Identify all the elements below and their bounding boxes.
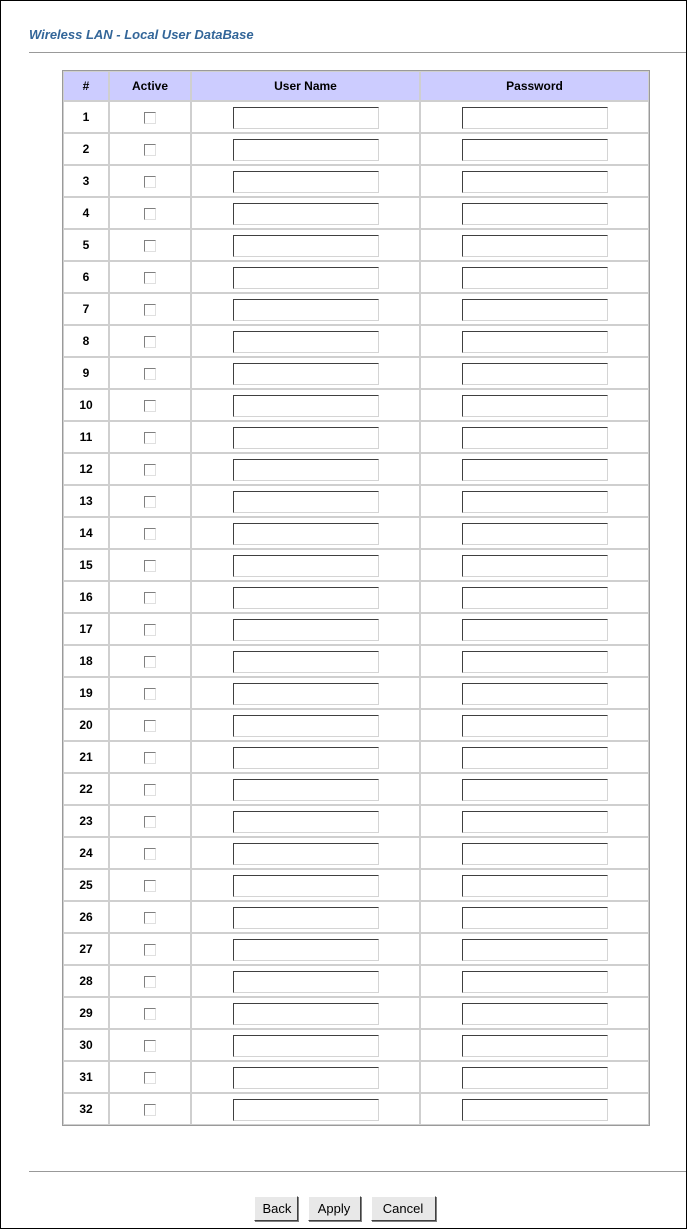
row-number: 7 bbox=[63, 293, 109, 325]
row-number: 21 bbox=[63, 741, 109, 773]
user-name-input[interactable] bbox=[233, 875, 379, 897]
password-cell bbox=[420, 517, 649, 549]
active-checkbox[interactable] bbox=[144, 176, 156, 188]
row-number: 15 bbox=[63, 549, 109, 581]
password-input[interactable] bbox=[462, 587, 608, 609]
active-checkbox[interactable] bbox=[144, 560, 156, 572]
password-cell bbox=[420, 197, 649, 229]
user-name-input[interactable] bbox=[233, 491, 379, 513]
password-input[interactable] bbox=[462, 107, 608, 129]
back-button[interactable]: Back bbox=[254, 1196, 298, 1221]
active-checkbox[interactable] bbox=[144, 1104, 156, 1116]
table-row bbox=[63, 1093, 649, 1125]
table-row bbox=[63, 741, 649, 773]
user-name-input[interactable] bbox=[233, 747, 379, 769]
apply-button[interactable]: Apply bbox=[308, 1196, 361, 1221]
active-checkbox[interactable] bbox=[144, 272, 156, 284]
active-checkbox[interactable] bbox=[144, 144, 156, 156]
user-name-cell bbox=[191, 837, 420, 869]
active-cell bbox=[109, 805, 191, 837]
table-row bbox=[63, 805, 649, 837]
table-row bbox=[63, 517, 649, 549]
password-cell bbox=[420, 389, 649, 421]
footer-divider bbox=[29, 1171, 686, 1172]
active-checkbox[interactable] bbox=[144, 784, 156, 796]
column-header-active: Active bbox=[109, 71, 191, 101]
row-number: 19 bbox=[63, 677, 109, 709]
user-name-input[interactable] bbox=[233, 811, 379, 833]
password-input[interactable] bbox=[462, 427, 608, 449]
active-cell bbox=[109, 133, 191, 165]
user-name-cell bbox=[191, 229, 420, 261]
row-number: 32 bbox=[63, 1093, 109, 1125]
row-number: 17 bbox=[63, 613, 109, 645]
password-input[interactable] bbox=[462, 1003, 608, 1025]
row-number: 9 bbox=[63, 357, 109, 389]
user-name-input[interactable] bbox=[233, 779, 379, 801]
table-row bbox=[63, 613, 649, 645]
button-bar bbox=[1, 1196, 687, 1221]
page-title: Wireless LAN - Local User DataBase bbox=[29, 27, 254, 42]
user-name-input[interactable] bbox=[233, 555, 379, 577]
row-number: 13 bbox=[63, 485, 109, 517]
user-name-cell bbox=[191, 357, 420, 389]
password-input[interactable] bbox=[462, 843, 608, 865]
active-cell bbox=[109, 645, 191, 677]
active-checkbox[interactable] bbox=[144, 336, 156, 348]
password-cell bbox=[420, 453, 649, 485]
password-input[interactable] bbox=[462, 555, 608, 577]
user-name-input[interactable] bbox=[233, 299, 379, 321]
user-name-cell bbox=[191, 325, 420, 357]
user-name-input[interactable] bbox=[233, 1099, 379, 1121]
active-cell bbox=[109, 357, 191, 389]
row-number: 3 bbox=[63, 165, 109, 197]
row-number: 2 bbox=[63, 133, 109, 165]
active-checkbox[interactable] bbox=[144, 368, 156, 380]
active-checkbox[interactable] bbox=[144, 912, 156, 924]
password-cell bbox=[420, 421, 649, 453]
active-cell bbox=[109, 613, 191, 645]
active-checkbox[interactable] bbox=[144, 432, 156, 444]
active-cell bbox=[109, 293, 191, 325]
password-cell bbox=[420, 581, 649, 613]
active-checkbox[interactable] bbox=[144, 944, 156, 956]
password-input[interactable] bbox=[462, 651, 608, 673]
table-row bbox=[63, 677, 649, 709]
active-cell bbox=[109, 421, 191, 453]
password-input[interactable] bbox=[462, 395, 608, 417]
user-name-cell bbox=[191, 133, 420, 165]
row-number: 16 bbox=[63, 581, 109, 613]
user-name-cell bbox=[191, 549, 420, 581]
table-row bbox=[63, 773, 649, 805]
user-name-cell bbox=[191, 773, 420, 805]
password-cell bbox=[420, 549, 649, 581]
password-cell bbox=[420, 997, 649, 1029]
active-checkbox[interactable] bbox=[144, 1072, 156, 1084]
password-input[interactable] bbox=[462, 875, 608, 897]
title-divider bbox=[29, 52, 686, 53]
active-cell bbox=[109, 869, 191, 901]
active-checkbox[interactable] bbox=[144, 464, 156, 476]
user-name-input[interactable] bbox=[233, 939, 379, 961]
active-checkbox[interactable] bbox=[144, 752, 156, 764]
active-checkbox[interactable] bbox=[144, 816, 156, 828]
user-name-input[interactable] bbox=[233, 331, 379, 353]
active-checkbox[interactable] bbox=[144, 688, 156, 700]
row-number: 24 bbox=[63, 837, 109, 869]
user-name-cell bbox=[191, 1093, 420, 1125]
table-row bbox=[63, 837, 649, 869]
active-cell bbox=[109, 773, 191, 805]
user-name-input[interactable] bbox=[233, 107, 379, 129]
user-name-cell bbox=[191, 261, 420, 293]
user-name-cell bbox=[191, 677, 420, 709]
user-name-input[interactable] bbox=[233, 843, 379, 865]
active-cell bbox=[109, 901, 191, 933]
active-cell bbox=[109, 837, 191, 869]
active-cell bbox=[109, 197, 191, 229]
active-checkbox[interactable] bbox=[144, 976, 156, 988]
table-row bbox=[63, 645, 649, 677]
row-number: 26 bbox=[63, 901, 109, 933]
active-cell bbox=[109, 965, 191, 997]
user-name-input[interactable] bbox=[233, 587, 379, 609]
user-name-input[interactable] bbox=[233, 1067, 379, 1089]
row-number: 30 bbox=[63, 1029, 109, 1061]
password-input[interactable] bbox=[462, 459, 608, 481]
active-cell bbox=[109, 261, 191, 293]
user-name-cell bbox=[191, 1061, 420, 1093]
user-name-cell bbox=[191, 965, 420, 997]
table-row bbox=[63, 965, 649, 997]
table-row bbox=[63, 709, 649, 741]
active-cell bbox=[109, 1061, 191, 1093]
active-cell bbox=[109, 581, 191, 613]
user-name-input[interactable] bbox=[233, 1003, 379, 1025]
password-cell bbox=[420, 677, 649, 709]
password-input[interactable] bbox=[462, 939, 608, 961]
user-name-input[interactable] bbox=[233, 395, 379, 417]
active-checkbox[interactable] bbox=[144, 208, 156, 220]
user-name-cell bbox=[191, 421, 420, 453]
row-number: 12 bbox=[63, 453, 109, 485]
password-input[interactable] bbox=[462, 491, 608, 513]
table-row bbox=[63, 421, 649, 453]
password-input[interactable] bbox=[462, 267, 608, 289]
password-cell bbox=[420, 709, 649, 741]
row-number: 8 bbox=[63, 325, 109, 357]
table-row bbox=[63, 1029, 649, 1061]
password-input[interactable] bbox=[462, 203, 608, 225]
table-row bbox=[63, 1061, 649, 1093]
active-cell bbox=[109, 517, 191, 549]
user-name-input[interactable] bbox=[233, 1035, 379, 1057]
user-name-cell bbox=[191, 581, 420, 613]
active-cell bbox=[109, 1093, 191, 1125]
active-checkbox[interactable] bbox=[144, 592, 156, 604]
row-number: 31 bbox=[63, 1061, 109, 1093]
password-input[interactable] bbox=[462, 907, 608, 929]
active-checkbox[interactable] bbox=[144, 880, 156, 892]
user-name-input[interactable] bbox=[233, 203, 379, 225]
active-cell bbox=[109, 101, 191, 133]
password-input[interactable] bbox=[462, 235, 608, 257]
password-input[interactable] bbox=[462, 299, 608, 321]
user-name-input[interactable] bbox=[233, 715, 379, 737]
password-cell bbox=[420, 229, 649, 261]
row-number: 25 bbox=[63, 869, 109, 901]
user-name-input[interactable] bbox=[233, 683, 379, 705]
active-cell bbox=[109, 997, 191, 1029]
password-input[interactable] bbox=[462, 715, 608, 737]
password-cell bbox=[420, 837, 649, 869]
password-cell bbox=[420, 325, 649, 357]
user-name-cell bbox=[191, 997, 420, 1029]
active-cell bbox=[109, 165, 191, 197]
row-number: 18 bbox=[63, 645, 109, 677]
user-name-cell bbox=[191, 165, 420, 197]
table-row bbox=[63, 485, 649, 517]
password-cell bbox=[420, 965, 649, 997]
user-name-input[interactable] bbox=[233, 651, 379, 673]
active-checkbox[interactable] bbox=[144, 528, 156, 540]
row-number: 5 bbox=[63, 229, 109, 261]
password-cell bbox=[420, 133, 649, 165]
active-cell bbox=[109, 485, 191, 517]
password-cell bbox=[420, 261, 649, 293]
password-input[interactable] bbox=[462, 747, 608, 769]
user-name-cell bbox=[191, 101, 420, 133]
password-cell bbox=[420, 357, 649, 389]
user-name-cell bbox=[191, 389, 420, 421]
password-cell bbox=[420, 613, 649, 645]
table-row bbox=[63, 997, 649, 1029]
row-number: 29 bbox=[63, 997, 109, 1029]
password-cell bbox=[420, 293, 649, 325]
password-cell bbox=[420, 869, 649, 901]
password-cell bbox=[420, 773, 649, 805]
user-name-cell bbox=[191, 613, 420, 645]
active-cell bbox=[109, 933, 191, 965]
user-name-cell bbox=[191, 453, 420, 485]
user-name-cell bbox=[191, 869, 420, 901]
password-cell bbox=[420, 933, 649, 965]
active-checkbox[interactable] bbox=[144, 720, 156, 732]
password-input[interactable] bbox=[462, 139, 608, 161]
user-name-input[interactable] bbox=[233, 971, 379, 993]
table-row bbox=[63, 869, 649, 901]
row-number: 22 bbox=[63, 773, 109, 805]
table-row bbox=[63, 453, 649, 485]
table-row bbox=[63, 325, 649, 357]
table-row bbox=[63, 549, 649, 581]
table-header-row bbox=[63, 71, 649, 101]
user-name-cell bbox=[191, 933, 420, 965]
table-row bbox=[63, 293, 649, 325]
row-number: 4 bbox=[63, 197, 109, 229]
table-row bbox=[63, 581, 649, 613]
active-cell bbox=[109, 229, 191, 261]
active-checkbox[interactable] bbox=[144, 624, 156, 636]
password-input[interactable] bbox=[462, 1035, 608, 1057]
row-number: 27 bbox=[63, 933, 109, 965]
user-name-input[interactable] bbox=[233, 235, 379, 257]
column-header-password: Password bbox=[420, 71, 649, 101]
password-input[interactable] bbox=[462, 1099, 608, 1121]
user-name-cell bbox=[191, 741, 420, 773]
password-input[interactable] bbox=[462, 363, 608, 385]
password-cell bbox=[420, 165, 649, 197]
active-cell bbox=[109, 453, 191, 485]
table-row bbox=[63, 197, 649, 229]
password-input[interactable] bbox=[462, 811, 608, 833]
table-row bbox=[63, 357, 649, 389]
row-number: 28 bbox=[63, 965, 109, 997]
row-number: 23 bbox=[63, 805, 109, 837]
active-cell bbox=[109, 1029, 191, 1061]
password-cell bbox=[420, 741, 649, 773]
table-row bbox=[63, 165, 649, 197]
active-checkbox[interactable] bbox=[144, 848, 156, 860]
user-name-cell bbox=[191, 517, 420, 549]
user-name-cell bbox=[191, 805, 420, 837]
table-row bbox=[63, 901, 649, 933]
active-checkbox[interactable] bbox=[144, 1040, 156, 1052]
active-cell bbox=[109, 389, 191, 421]
password-cell bbox=[420, 1093, 649, 1125]
row-number: 10 bbox=[63, 389, 109, 421]
user-name-cell bbox=[191, 901, 420, 933]
table-row bbox=[63, 933, 649, 965]
user-name-cell bbox=[191, 197, 420, 229]
active-cell bbox=[109, 709, 191, 741]
table-row bbox=[63, 133, 649, 165]
user-name-cell bbox=[191, 1029, 420, 1061]
user-name-input[interactable] bbox=[233, 459, 379, 481]
user-name-input[interactable] bbox=[233, 267, 379, 289]
row-number: 14 bbox=[63, 517, 109, 549]
password-cell bbox=[420, 645, 649, 677]
active-checkbox[interactable] bbox=[144, 1008, 156, 1020]
table-row bbox=[63, 229, 649, 261]
user-name-cell bbox=[191, 485, 420, 517]
user-name-input[interactable] bbox=[233, 363, 379, 385]
password-input[interactable] bbox=[462, 971, 608, 993]
table-row bbox=[63, 261, 649, 293]
user-name-input[interactable] bbox=[233, 171, 379, 193]
password-input[interactable] bbox=[462, 683, 608, 705]
password-cell bbox=[420, 101, 649, 133]
user-name-cell bbox=[191, 293, 420, 325]
password-cell bbox=[420, 901, 649, 933]
column-header-user-name: User Name bbox=[191, 71, 420, 101]
user-database-table bbox=[62, 70, 650, 1126]
password-cell bbox=[420, 485, 649, 517]
active-checkbox[interactable] bbox=[144, 656, 156, 668]
table-body bbox=[63, 101, 649, 1125]
row-number: 11 bbox=[63, 421, 109, 453]
active-cell bbox=[109, 677, 191, 709]
active-cell bbox=[109, 741, 191, 773]
active-checkbox[interactable] bbox=[144, 304, 156, 316]
active-checkbox[interactable] bbox=[144, 400, 156, 412]
user-name-cell bbox=[191, 645, 420, 677]
password-cell bbox=[420, 1061, 649, 1093]
active-checkbox[interactable] bbox=[144, 240, 156, 252]
password-input[interactable] bbox=[462, 331, 608, 353]
user-name-input[interactable] bbox=[233, 139, 379, 161]
table-row bbox=[63, 389, 649, 421]
row-number: 1 bbox=[63, 101, 109, 133]
user-name-input[interactable] bbox=[233, 427, 379, 449]
active-cell bbox=[109, 325, 191, 357]
user-name-input[interactable] bbox=[233, 907, 379, 929]
cancel-button[interactable]: Cancel bbox=[371, 1196, 436, 1221]
password-input[interactable] bbox=[462, 171, 608, 193]
active-cell bbox=[109, 549, 191, 581]
row-number: 20 bbox=[63, 709, 109, 741]
row-number: 6 bbox=[63, 261, 109, 293]
user-name-cell bbox=[191, 709, 420, 741]
user-name-input[interactable] bbox=[233, 619, 379, 641]
password-input[interactable] bbox=[462, 523, 608, 545]
password-input[interactable] bbox=[462, 779, 608, 801]
table-row bbox=[63, 101, 649, 133]
active-checkbox[interactable] bbox=[144, 112, 156, 124]
password-cell bbox=[420, 805, 649, 837]
active-checkbox[interactable] bbox=[144, 496, 156, 508]
column-header-number: # bbox=[63, 71, 109, 101]
password-input[interactable] bbox=[462, 1067, 608, 1089]
password-cell bbox=[420, 1029, 649, 1061]
user-name-input[interactable] bbox=[233, 523, 379, 545]
password-input[interactable] bbox=[462, 619, 608, 641]
